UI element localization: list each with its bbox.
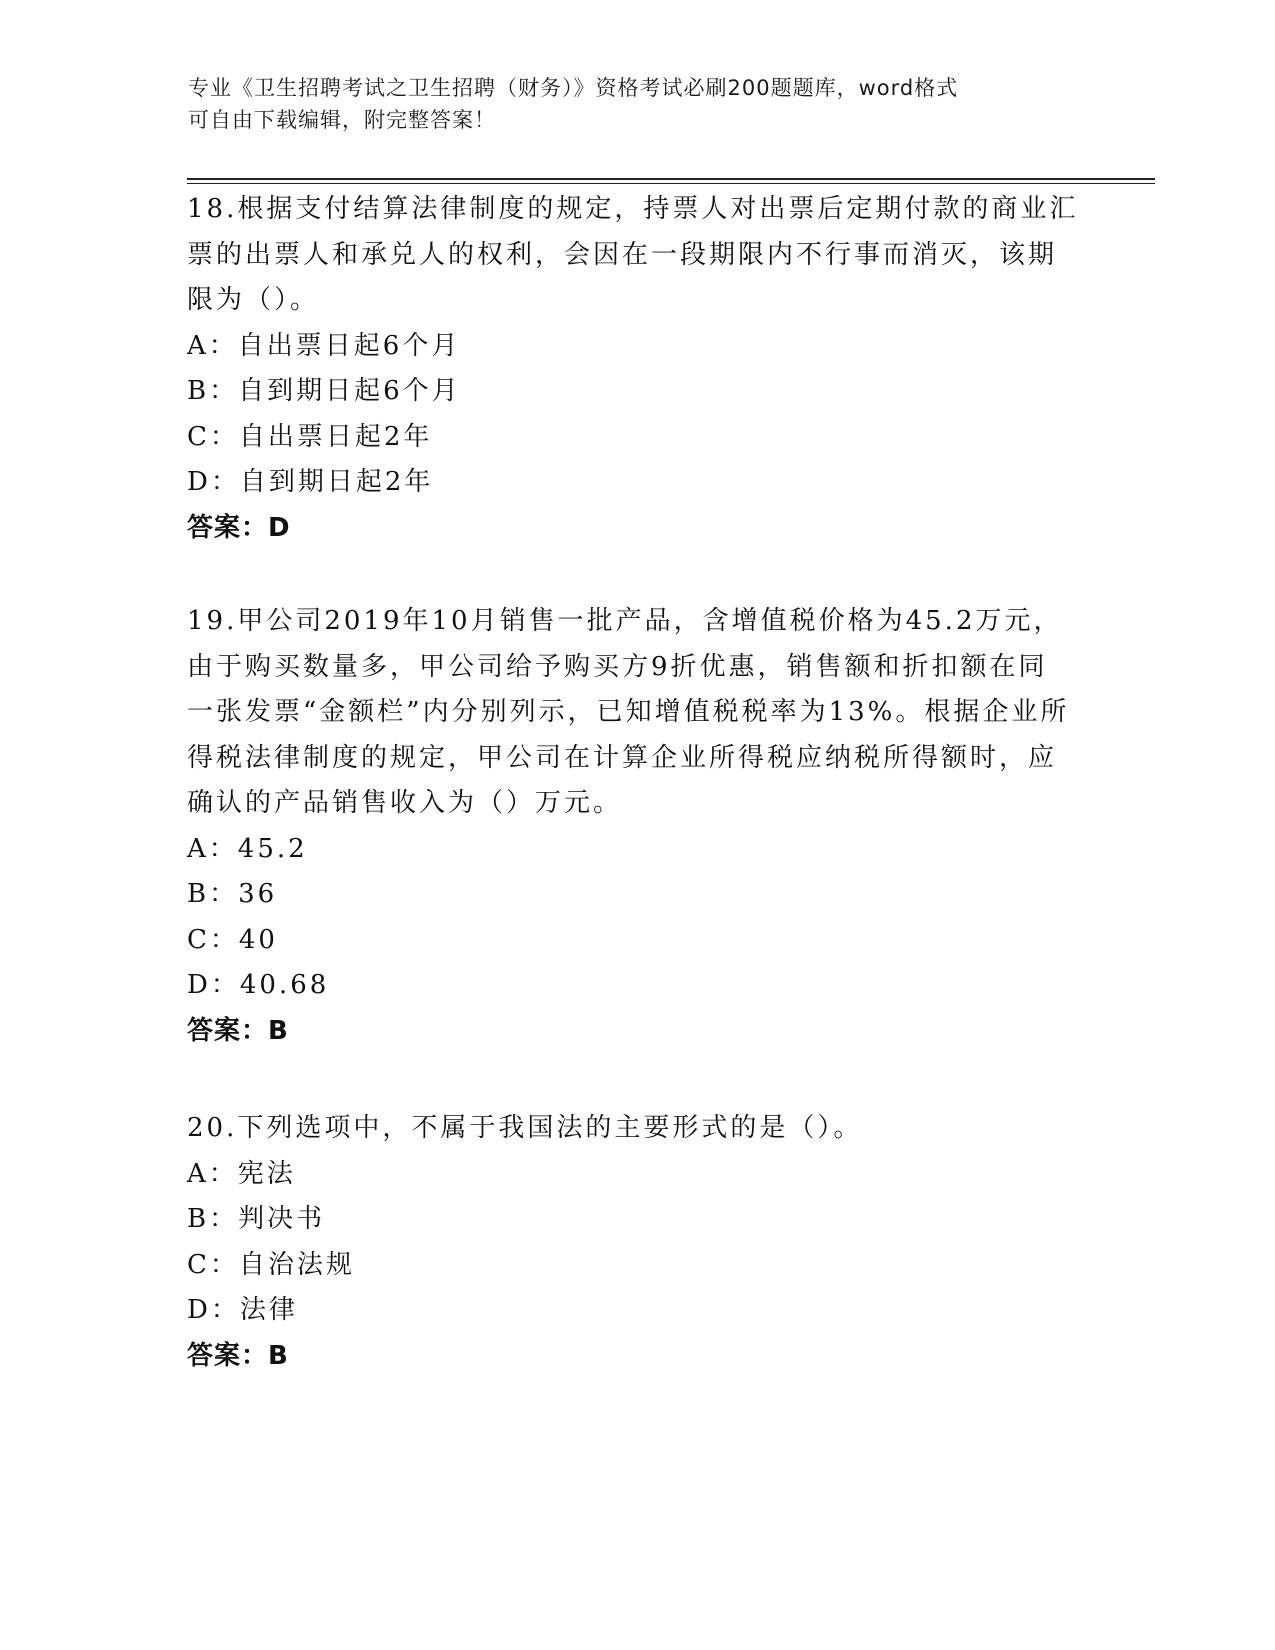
- answer-label: 答案：D: [187, 512, 291, 543]
- question-stem-line: 票的出票人和承兑人的权利，会因在一段期限内不行事而消灭，该期: [187, 239, 1058, 270]
- header-line-1: 专业《卫生招聘考试之卫生招聘（财务）》资格考试必刷200题题库，word格式: [188, 76, 959, 100]
- option-b: B：自到期日起6个月: [187, 376, 461, 406]
- question-stem-line: 限为（）。: [187, 285, 320, 315]
- question-stem-line: 20.下列选项中，不属于我国法的主要形式的是（）。: [187, 1113, 863, 1143]
- question-stem-line: 确认的产品销售收入为（）万元。: [187, 788, 623, 818]
- option-b: B：判决书: [187, 1204, 326, 1234]
- document-header: [188, 72, 1088, 136]
- option-d: D：自到期日起2年: [187, 467, 434, 497]
- option-d: D：40.68: [187, 970, 330, 1000]
- answer-label: 答案：B: [187, 1015, 289, 1046]
- answer-label: 答案：B: [187, 1340, 289, 1371]
- option-c: C：自出票日起2年: [187, 421, 433, 452]
- option-c: C：40: [187, 924, 278, 955]
- option-d: D：法律: [187, 1295, 298, 1325]
- header-line-2: 可自由下载编辑，附完整答案！: [188, 108, 496, 132]
- option-a: A：45.2: [187, 833, 308, 864]
- option-a: A：宪法: [187, 1158, 296, 1189]
- question-19: [187, 599, 1087, 1054]
- question-stem-line: 一张发票“金额栏”内分别列示，已知增值税税率为13%。根据企业所: [187, 697, 1070, 727]
- question-18: [187, 187, 1087, 551]
- question-stem-line: 18.根据支付结算法律制度的规定，持票人对出票后定期付款的商业汇: [187, 194, 1079, 224]
- option-b: B：36: [187, 879, 278, 909]
- option-c: C：自治法规: [187, 1249, 355, 1280]
- header-divider-thick: [187, 178, 1155, 180]
- header-divider-thin: [187, 183, 1155, 184]
- question-stem-line: 19.甲公司2019年10月销售一批产品，含增值税价格为45.2万元，: [187, 606, 1063, 636]
- question-stem-line: 得税法律制度的规定，甲公司在计算企业所得税应纳税所得额时，应: [187, 742, 1058, 773]
- question-20: [187, 1106, 1087, 1379]
- option-a: A：自出票日起6个月: [187, 330, 461, 361]
- question-stem-line: 由于购买数量多，甲公司给予购买方9折优惠，销售额和折扣额在同: [187, 651, 1048, 682]
